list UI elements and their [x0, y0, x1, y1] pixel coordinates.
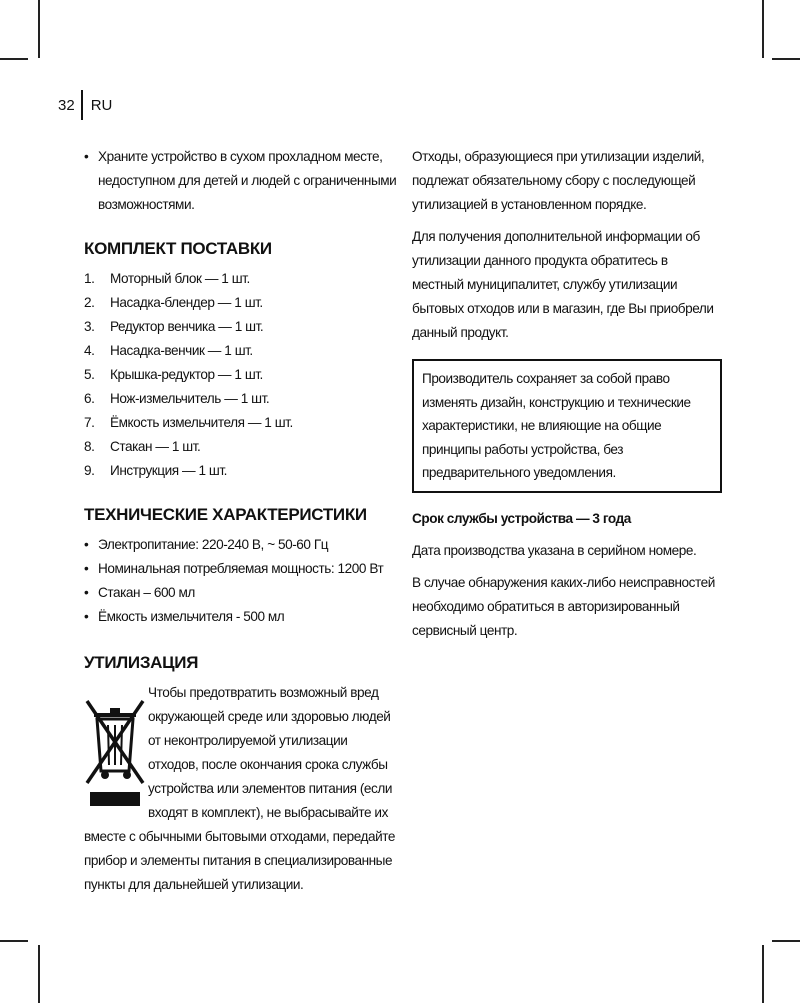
list-item: • Номинальная потребляемая мощность: 1200 Вт — [84, 561, 384, 576]
language-label: RU — [90, 96, 113, 114]
list-item: 7. Ёмкость измельчителя — 1 шт. — [84, 415, 293, 430]
info-paragraph: Для получения дополнительной информации об утилизации данного продукта обратитесь в местный муниципалитет, службу утилизации бытовых отходов или в магазин, где Вы приобрели данный продукт. — [412, 229, 714, 340]
crossed-out-bin-icon — [84, 685, 146, 810]
list-item: 9. Инструкция — 1 шт. — [84, 463, 227, 478]
list-item: • Ёмкость измельчителя - 500 мл — [84, 609, 285, 624]
list-item: • Электропитание: 220-240 В, ~ 50-60 Гц — [84, 537, 329, 552]
kit-list — [84, 267, 400, 483]
page-number: 32 — [58, 96, 75, 114]
crop-mark — [772, 58, 800, 60]
disposal-heading: УТИЛИЗАЦИЯ — [84, 653, 199, 672]
waste-paragraph: Отходы, образующиеся при утилизации изделий, подлежат обязательному сбору с последующей утилизацией в установленном порядке. — [412, 149, 705, 212]
right-column — [412, 145, 722, 651]
list-item: 1. Моторный блок — 1 шт. — [84, 271, 250, 286]
list-item: 2. Насадка-блендер — 1 шт. — [84, 295, 263, 310]
service-life: Срок службы устройства — 3 года — [412, 510, 631, 526]
crop-mark — [0, 940, 28, 942]
list-item: 6. Нож-измельчитель — 1 шт. — [84, 391, 270, 406]
list-item: 5. Крышка-редуктор — 1 шт. — [84, 367, 263, 382]
list-item: 4. Насадка-венчик — 1 шт. — [84, 343, 253, 358]
manufacturer-notice: Производитель сохраняет за собой право изменять дизайн, конструкцию и технические характеристики, не влияющие на общие принципы работы устройства, без предварительного уведомления. — [412, 359, 722, 493]
crop-mark — [38, 945, 40, 1003]
disposal-section — [84, 681, 400, 897]
list-item: 8. Стакан — 1 шт. — [84, 439, 201, 454]
disposal-text: Чтобы предотвратить возможный вред окружающей среде или здоровью людей от неконтролируемой утилизации отходов, после окончания срока службы устройства или элементов питания (если входят в комплект), не выбрасывайте их вместе с обычными бытовыми отходами, передайте прибор и элементы питания в специализированные пункты для дальнейшей утилизации. — [84, 685, 395, 892]
left-column — [84, 145, 400, 897]
crop-mark — [0, 58, 28, 60]
service-center-paragraph: В случае обнаружения каких-либо неисправностей необходимо обратиться в авторизированный сервисный центр. — [412, 574, 715, 638]
specs-heading: ТЕХНИЧЕСКИЕ ХАРАКТЕРИСТИКИ — [84, 505, 367, 524]
crop-mark — [772, 940, 800, 942]
crop-mark — [762, 0, 764, 58]
bullet-text: Храните устройство в сухом прохладном месте, недоступном для детей и людей с ограниченными возможностями. — [98, 149, 397, 212]
list-item: • Стакан – 600 мл — [84, 585, 195, 600]
storage-bullet — [84, 145, 400, 217]
production-date: Дата производства указана в серийном номере. — [412, 542, 697, 558]
kit-heading: КОМПЛЕКТ ПОСТАВКИ — [84, 239, 272, 258]
bullet-mark: • — [84, 149, 89, 164]
crop-mark — [38, 0, 40, 58]
crop-mark — [762, 945, 764, 1003]
page-header — [58, 90, 112, 120]
specs-list — [84, 533, 400, 629]
list-item: 3. Редуктор венчика — 1 шт. — [84, 319, 264, 334]
